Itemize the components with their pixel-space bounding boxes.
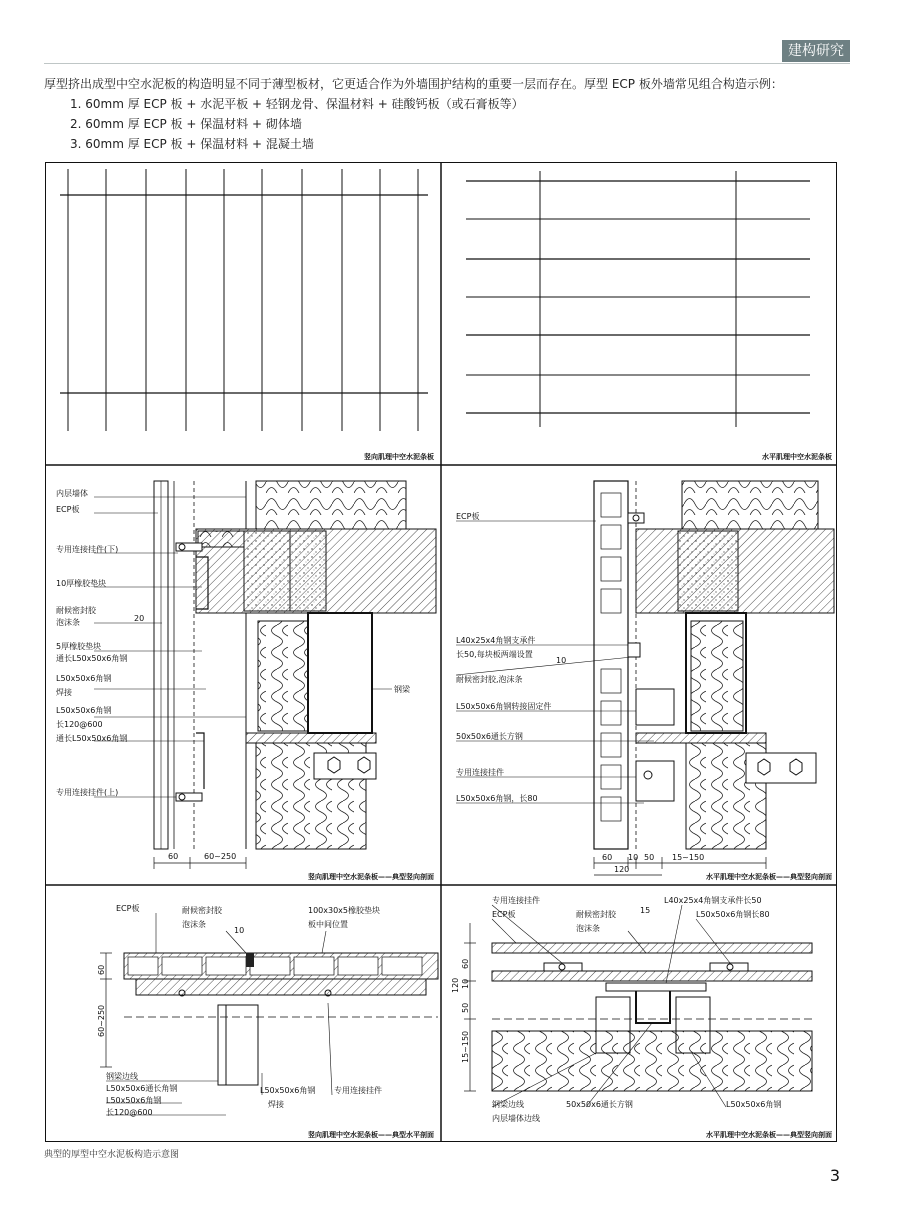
p5-label-0: ECP板 <box>116 904 140 913</box>
header-rule <box>44 63 850 64</box>
panel-horizontal-elevation <box>466 171 832 461</box>
panel-vertical-section <box>56 481 436 881</box>
p6-dim-3: 10 <box>461 978 470 989</box>
p5-label-6: L50x50x6通长角钢 <box>106 1084 178 1093</box>
p6-label-9: L50x50x6角钢 <box>726 1100 782 1109</box>
panel3-caption: 竖向肌理中空水泥条板——典型竖向剖面 <box>308 873 434 881</box>
construction-drawings <box>46 163 836 1141</box>
p4-dim-4: 15~150 <box>672 853 705 862</box>
section-tag: 建构研究 <box>782 40 850 62</box>
p4-label-5: 50x50x6通长方钢 <box>456 732 523 741</box>
p6-dim-0: 15 <box>640 906 651 915</box>
p3-label-4: 耐候密封胶 <box>56 606 96 615</box>
intro-item-2: 2. 60mm 厚 ECP 板 + 保温材料 + 砌体墙 <box>70 117 302 131</box>
panel2-caption: 水平肌理中空水泥条板 <box>762 453 832 461</box>
panel-vertical-elevation <box>60 169 434 461</box>
p6-label-4: L40x25x4角钢支承件长50 <box>664 896 762 905</box>
p3-dim-0: 20 <box>134 614 145 623</box>
panel-horizontal-section <box>456 481 834 881</box>
p5-label-4: 板中间位置 <box>308 920 348 929</box>
p5-label-5: 钢梁边线 <box>106 1072 138 1081</box>
p3-label-8: L50x50x6角钢 <box>56 674 112 683</box>
panel-horizontal-plan <box>451 895 832 1139</box>
p4-label-7: L50x50x6角钢，长80 <box>456 794 538 803</box>
p6-dim-2: 60 <box>461 958 470 969</box>
p4-dim-2: 10 <box>628 853 639 862</box>
p4-dim-5: 120 <box>614 865 630 874</box>
p5-label-10: 焊接 <box>268 1100 284 1109</box>
p3-label-5: 泡沫条 <box>56 618 80 627</box>
p3-dim-2: 60~250 <box>204 852 237 861</box>
p5-label-7: L50x50x6角钢 <box>106 1096 162 1105</box>
page-number: 3 <box>829 1166 840 1185</box>
p4-label-1: L40x25x4角钢支承件 <box>456 636 536 645</box>
p3-label-14: 钢梁 <box>394 685 410 694</box>
p4-dim-1: 60 <box>602 853 613 862</box>
panel-vertical-plan <box>97 903 438 1139</box>
figure-caption: 典型的厚型中空水泥板构造示意图 <box>44 1150 180 1160</box>
p5-dim-0: 10 <box>234 926 245 935</box>
p4-label-2: 长50,每块板两端设置 <box>456 650 533 659</box>
p3-label-6: 5厚橡胶垫块 <box>56 642 102 651</box>
p6-label-5: L50x50x6角钢长80 <box>696 910 770 919</box>
p3-label-9: 焊接 <box>56 688 72 697</box>
p6-label-6: 钢梁边线 <box>492 1100 524 1109</box>
p3-label-0: 内层墙体 <box>56 489 88 498</box>
p5-label-9: L50x50x6角钢 <box>260 1086 316 1095</box>
p3-label-2: 专用连接挂件(下) <box>56 545 119 554</box>
p4-label-3: 耐候密封胶,泡沫条 <box>456 675 523 684</box>
p6-dim-1: 120 <box>451 977 460 993</box>
p5-label-1: 耐候密封胶 <box>182 906 222 915</box>
panel5-caption: 竖向肌理中空水泥条板——典型水平剖面 <box>308 1131 434 1139</box>
p5-label-8: 长120@600 <box>106 1108 153 1117</box>
p3-label-1: ECP板 <box>56 505 80 514</box>
p4-label-6: 专用连接挂件 <box>456 768 504 777</box>
p6-label-1: ECP板 <box>492 910 516 919</box>
p3-label-3: 10厚橡胶垫块 <box>56 579 107 588</box>
p6-dim-4: 50 <box>461 1002 470 1013</box>
p4-dim-0: 10 <box>556 656 567 665</box>
p6-dim-5: 15~150 <box>461 1030 470 1063</box>
p6-label-7: 内层墙体边线 <box>492 1114 540 1123</box>
panel6-caption: 水平肌理中空水泥条板——典型竖向剖面 <box>706 1131 832 1139</box>
p3-label-7: 通长L50x50x6角钢 <box>56 654 128 663</box>
p3-label-12: 通长L50x50x6角钢 <box>56 734 128 743</box>
intro-text <box>44 74 854 154</box>
p6-label-0: 专用连接挂件 <box>492 896 540 905</box>
panel1-caption: 竖向肌理中空水泥条板 <box>364 453 434 461</box>
intro-item-3: 3. 60mm 厚 ECP 板 + 保温材料 + 混凝土墙 <box>70 137 314 151</box>
p5-dim-1: 60 <box>97 964 106 975</box>
p6-label-2: 耐候密封胶 <box>576 910 616 919</box>
p6-label-8: 50x50x6通长方钢 <box>566 1100 633 1109</box>
p5-label-3: 100x30x5橡胶垫块 <box>308 906 381 915</box>
p6-label-3: 泡沫条 <box>576 924 600 933</box>
p5-dim-2: 60~250 <box>97 1004 106 1037</box>
p5-label-2: 泡沫条 <box>182 920 206 929</box>
p4-label-0: ECP板 <box>456 512 480 521</box>
drawing-frame <box>45 162 837 1142</box>
intro-item-1: 1. 60mm 厚 ECP 板 + 水泥平板 + 轻钢龙骨、保温材料 + 硅酸钙板（或石膏板等） <box>70 97 524 111</box>
intro-paragraph: 厚型挤出成型中空水泥板的构造明显不同于薄型板材，它更适合作为外墙围护结构的重要一层而存在。厚型 ECP 板外墙常见组合构造示例： <box>44 77 783 91</box>
p4-label-4: L50x50x6角钢转接固定件 <box>456 702 552 711</box>
panel4-caption: 水平肌理中空水泥条板——典型竖向剖面 <box>706 873 832 881</box>
p3-label-11: 长120@600 <box>56 720 103 729</box>
p5-label-11: 专用连接挂件 <box>334 1086 382 1095</box>
p3-dim-1: 60 <box>168 852 179 861</box>
p3-label-10: L50x50x6角钢 <box>56 706 112 715</box>
p3-label-13: 专用连接挂件(上) <box>56 788 119 797</box>
p4-dim-3: 50 <box>644 853 655 862</box>
